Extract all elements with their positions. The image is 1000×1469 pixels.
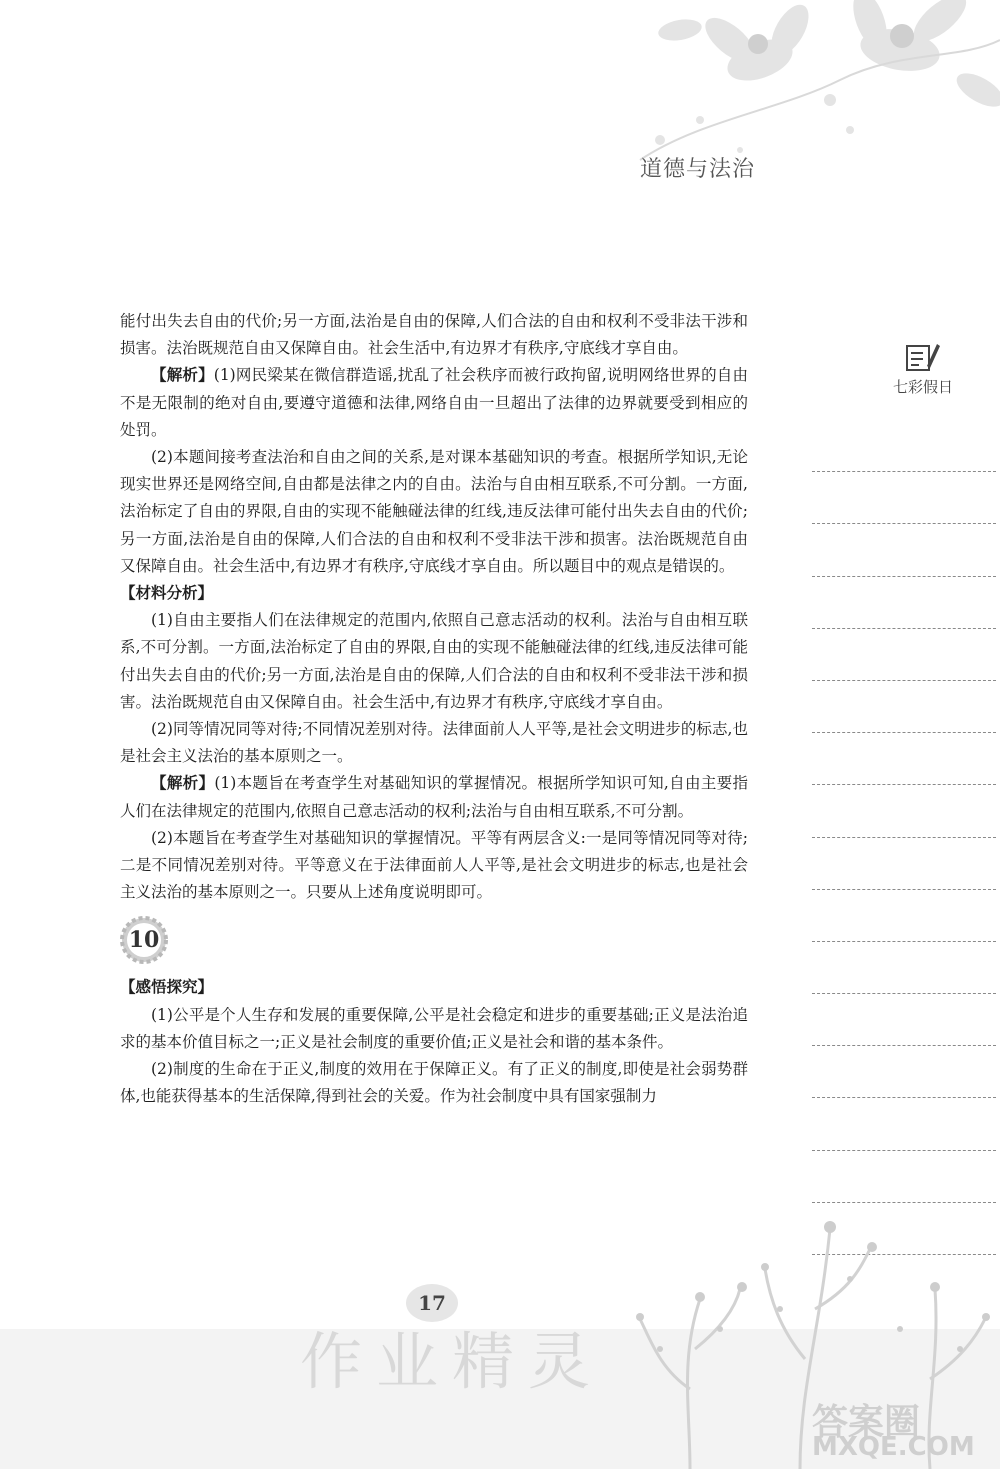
paragraph: (2)本题间接考查法治和自由之间的关系,是对课本基础知识的考查。根据所学知识,无论现实世界还是网络空间,自由都是法律之内的自由。法治与自由相互联系,不可分割。一方面,法治标定了自由的界限,自由的实现不能触碰法律的红线,违反法律可能付出失去自由的代价;另一方面,法治是自由的保障,人们合法的自由和权利不受非法干涉和损害。法治既规范自由又保障自由。社会生活中,有边界才有秩序,守底线才享自由。所以题目中的观点是错误的。 bbox=[120, 448, 749, 575]
analysis-label: 【解析】 bbox=[151, 366, 214, 385]
note-lines bbox=[812, 420, 996, 1255]
paragraph: (2)同等情况同等对待;不同情况差别对待。法律面前人人平等,是社会文明进步的标志,也是社会主义法治的基本原则之一。 bbox=[120, 720, 748, 766]
paragraph: (2)本题旨在考查学生对基础知识的掌握情况。平等有两层含义:一是同等情况同等对待;二是不同情况差别对待。平等意义在于法律面前人人平等,是社会文明进步的标志,也是社会主义法治的基本原则之一。只要从上述角度说明即可。 bbox=[120, 828, 748, 902]
watermark-brand: 答案圈 bbox=[812, 1402, 921, 1443]
paragraph: (1)自由主要指人们在法律规定的范围内,依照自己意志活动的权利。法治与自由相互联系,不可分割。一方面,法治标定了自由的界限,自由的实现不能触碰法律的红线,违反法律可能付出失去自由的代价;另一方面,法治是自由的保障,人们合法的自由和权利不受非法干涉和损害。法治既规范自由又保障自由。社会生活中,有边界才有秩序,守底线才享自由。 bbox=[120, 611, 748, 711]
note-line bbox=[812, 577, 996, 629]
note-line bbox=[812, 1151, 996, 1203]
paragraph: (2)制度的生命在于正义,制度的效用在于保障正义。有了正义的制度,即使是社会弱势群体,也能获得基本的生活保障,得到社会的关爱。作为社会制度中具有国家强制力 bbox=[120, 1060, 748, 1106]
note-line bbox=[812, 942, 996, 994]
analysis-paragraph bbox=[120, 770, 748, 824]
note-line bbox=[812, 472, 996, 524]
question-number: 10 bbox=[128, 927, 160, 954]
note-line bbox=[812, 629, 996, 681]
note-line bbox=[812, 1098, 996, 1150]
main-content bbox=[120, 308, 748, 1110]
paragraph: 能付出失去自由的代价;另一方面,法治是自由的保障,人们合法的自由和权利不受非法干涉和损害。法治既规范自由又保障自由。社会生活中,有边界才有秩序,守底线才享自由。 bbox=[120, 312, 748, 358]
note-line bbox=[812, 838, 996, 890]
note-line bbox=[812, 733, 996, 785]
side-brand-label: 七彩假日 bbox=[892, 378, 953, 396]
floral-decoration-top bbox=[580, 0, 1000, 170]
note-line bbox=[812, 681, 996, 733]
watermark-url: MXQE.COM bbox=[812, 1432, 975, 1462]
note-line bbox=[812, 890, 996, 942]
question-number-badge bbox=[120, 916, 168, 964]
analysis-text: (1)本题旨在考查学生对基础知识的掌握情况。根据所学知识可知,自由主要指人们在法律规定的范围内,依照自己意志活动的权利;法治与自由相互联系,不可分割。 bbox=[120, 774, 748, 820]
note-line bbox=[812, 994, 996, 1046]
page-number-text: 17 bbox=[418, 1291, 446, 1315]
subject-title: 道德与法治 bbox=[640, 157, 756, 182]
note-line bbox=[812, 785, 996, 837]
analysis-text: (1)网民梁某在微信群造谣,扰乱了社会秩序而被行政拘留,说明网络世界的自由不是无限制的绝对自由,要遵守道德和法律,网络自由一旦超出了法律的边界就要受到相应的处罚。 bbox=[120, 366, 748, 439]
paragraph: (1)公平是个人生存和发展的重要保障,公平是社会稳定和进步的重要基础;正义是法治追求的基本价值目标之一;正义是社会制度的重要价值;正义是社会和谐的基本条件。 bbox=[120, 1005, 748, 1051]
note-line bbox=[812, 420, 996, 472]
notebook-pen-icon bbox=[903, 340, 943, 374]
side-brand bbox=[888, 340, 958, 397]
watermark-text: 作业精灵 bbox=[300, 1325, 605, 1398]
section-heading: 【感悟探究】 bbox=[120, 978, 214, 997]
note-line bbox=[812, 524, 996, 576]
analysis-paragraph bbox=[120, 362, 748, 444]
section-heading: 【材料分析】 bbox=[120, 584, 214, 603]
note-line bbox=[812, 1046, 996, 1098]
analysis-label: 【解析】 bbox=[151, 774, 215, 793]
